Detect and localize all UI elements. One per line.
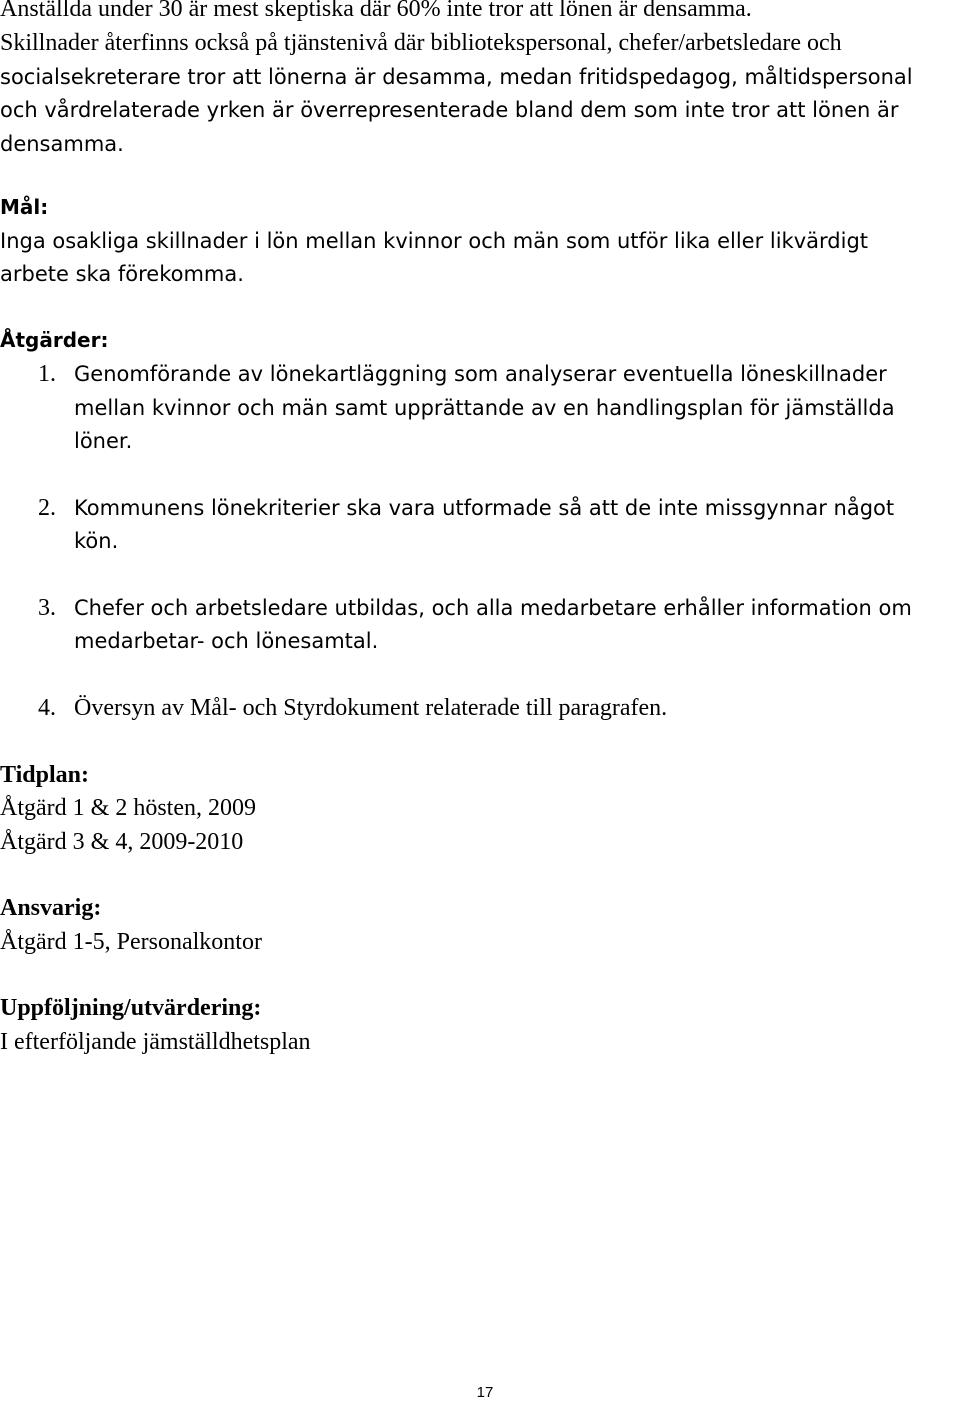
goal-line-1: Inga osakliga skillnader i lön mellan kvinnor och män som utför lika eller likvärdigt <box>0 229 869 253</box>
intro-line-1: Anställda under 30 är mest skeptiska där 60% inte tror att lönen är densamma. <box>0 0 752 22</box>
action-2-line-2: kön. <box>74 529 119 553</box>
schedule-heading: Tidplan: <box>0 762 89 788</box>
action-4-line-1: Översyn av Mål- och Styrdokument relaterade till paragrafen. <box>74 695 668 721</box>
action-2-number: 2. <box>38 495 56 521</box>
action-1-line-2: mellan kvinnor och män samt upprättande av en handlingsplan för jämställda <box>74 396 895 420</box>
intro-line-5: densamma. <box>0 132 124 156</box>
action-1-line-1: Genomförande av lönekartläggning som analyserar eventuella löneskillnader <box>74 362 887 386</box>
schedule-line-1: Åtgärd 1 & 2 hösten, 2009 <box>0 795 256 821</box>
intro-line-4: och vårdrelaterade yrken är överrepresenterade bland dem som inte tror att lönen är <box>0 98 899 122</box>
goal-line-2: arbete ska förekomma. <box>0 262 244 286</box>
action-1-line-3: löner. <box>74 429 133 453</box>
intro-line-2: Skillnader återfinns också på tjänstenivå där bibliotekspersonal, chefer/arbetsledare och <box>0 30 842 56</box>
action-3-line-2: medarbetar- och lönesamtal. <box>74 629 379 653</box>
action-3-number: 3. <box>38 595 56 621</box>
schedule-line-2: Åtgärd 3 & 4, 2009-2010 <box>0 829 244 855</box>
page-number: 17 <box>476 1384 494 1401</box>
followup-line-1: I efterföljande jämställdhetsplan <box>0 1029 311 1055</box>
action-3-line-1: Chefer och arbetsledare utbildas, och alla medarbetare erhåller information om <box>74 596 912 620</box>
actions-heading: Åtgärder: <box>0 328 109 352</box>
responsible-heading: Ansvarig: <box>0 895 102 921</box>
responsible-line-1: Åtgärd 1-5, Personalkontor <box>0 929 262 955</box>
action-4-number: 4. <box>38 695 56 721</box>
followup-heading: Uppföljning/utvärdering: <box>0 995 262 1021</box>
action-2-line-1: Kommunens lönekriterier ska vara utformade så att de inte missgynnar något <box>74 496 895 520</box>
intro-line-3: socialsekreterare tror att lönerna är desamma, medan fritidspedagog, måltidspersonal <box>0 65 913 89</box>
goal-heading: Mål: <box>0 195 49 219</box>
action-1-number: 1. <box>38 361 56 387</box>
